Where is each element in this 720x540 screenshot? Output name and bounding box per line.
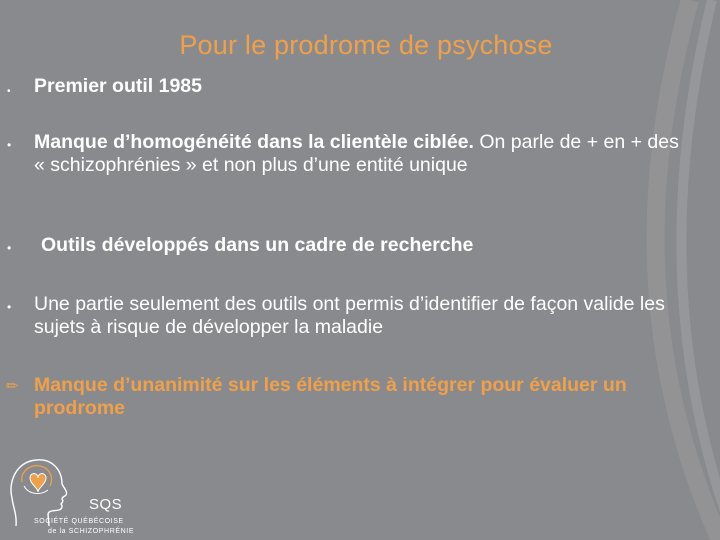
bullet-text xyxy=(34,131,684,177)
bullet-normal-text: Une partie seulement des outils ont permis d’identifier de façon valide les sujets à risque de développer la maladie xyxy=(34,293,665,338)
bullet-mark: • xyxy=(7,241,12,255)
logo-acronym: SQS xyxy=(89,496,123,513)
bullet-text xyxy=(34,374,684,420)
bullet-text xyxy=(41,234,691,257)
heart-head-icon xyxy=(2,452,162,540)
pencil-icon: ✏ xyxy=(6,378,19,395)
bullet-bold-text: Premier outil 1985 xyxy=(34,75,202,97)
bullet-mark: • xyxy=(7,86,11,97)
bullet-mark: • xyxy=(7,300,12,314)
logo-text-line2: de la SCHIZOPHRÉNIE xyxy=(48,528,135,535)
bullet-bold-text: Manque d’unanimité sur les éléments à intégrer pour évaluer un prodrome xyxy=(34,374,627,419)
bullet-mark: • xyxy=(7,138,12,152)
bullet-text xyxy=(34,293,684,339)
logo-text-line1: SOCIÉTÉ QUÉBÉCOISE xyxy=(34,518,124,525)
bullet-bold-text: Manque d’homogénéité dans la clientèle ciblée. xyxy=(34,131,474,153)
slide-title: Pour le prodrome de psychose xyxy=(179,30,553,60)
bullet-normal-text: On parle de + en + des « schizophrénies » et non plus d’une entité unique xyxy=(34,131,679,176)
bullet-text xyxy=(34,75,684,98)
bullet-bold-text: Outils développés dans un cadre de recherche xyxy=(41,234,474,256)
